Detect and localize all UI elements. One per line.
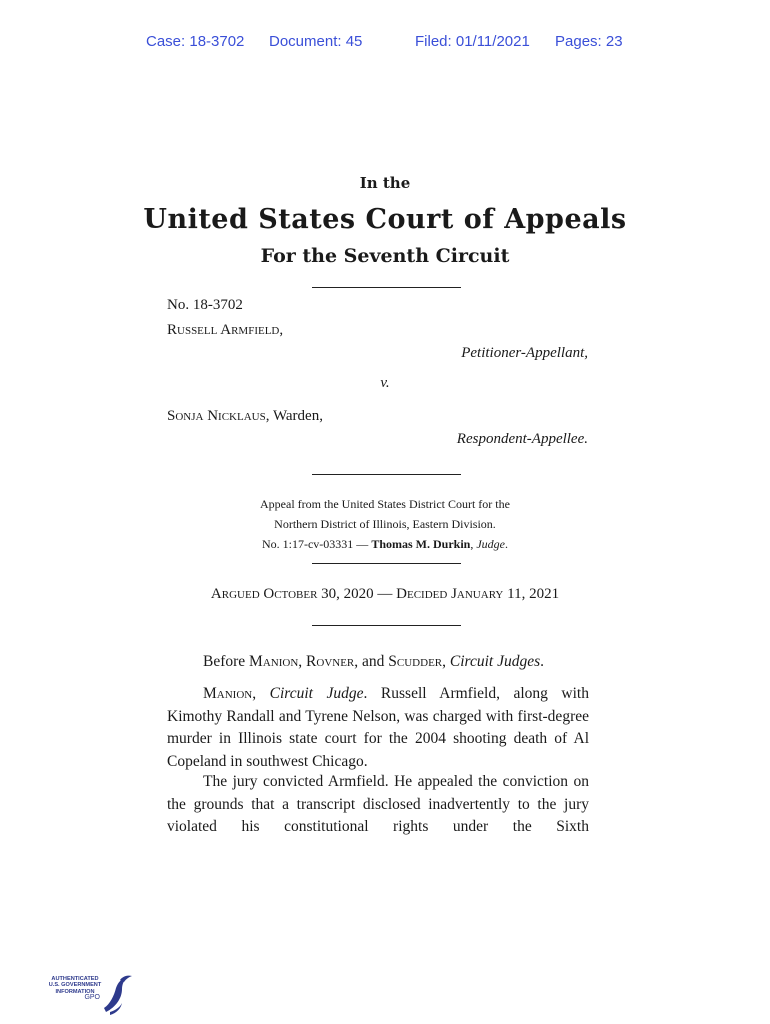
district-judge-title: Judge <box>476 537 505 551</box>
gpo-authentication-seal <box>44 974 134 1018</box>
filed-date: Filed: 01/11/2021 <box>415 33 530 50</box>
appellee-name: Sonja Nicklaus, <box>167 408 270 424</box>
appellant-name: Russell Armfield, <box>167 322 284 338</box>
opinion-text: . Russell Armfield, along with Kimothy Randall and Tyrene Nelson, was charged with first-degree murder in Illinois state court for the 2004 shooting death of Al Copeland in southwest Chicago. <box>167 685 589 770</box>
docket-number: No. 18-3702 <box>167 297 243 313</box>
document-number: Document: 45 <box>269 33 363 50</box>
circuit-name: For the Seventh Circuit <box>260 245 510 267</box>
case-number: Case: 18-3702 <box>146 33 245 50</box>
appellee-line <box>167 408 323 425</box>
in-the-heading: In the <box>359 174 411 192</box>
appeal-info <box>0 494 770 554</box>
seal-text: AUTHENTICATED U.S. GOVERNMENT INFORMATION GPO <box>48 976 102 1002</box>
opinion-text: The jury convicted Armfield. He appealed the conviction on the grounds that a transcript disclosed inadvertently to the jury violated his constitutional rights under the Sixth <box>167 773 589 835</box>
panel-line: Before Manion, Rovner, and Scudder, Circuit Judges. <box>203 653 545 670</box>
opinion-author: Manion <box>203 685 253 702</box>
divider <box>312 474 461 475</box>
appellant-role: Petitioner-Appellant, <box>461 345 588 361</box>
panel-judge: Rovner <box>306 653 355 670</box>
panel-judge: Scudder <box>388 653 443 670</box>
divider <box>312 287 461 288</box>
argued-label: Argued October <box>210 586 318 602</box>
argued-date: 30, 2020 — <box>317 586 397 602</box>
court-name: United States Court of Appeals <box>143 204 627 235</box>
divider <box>312 563 461 564</box>
opinion-paragraph-2 <box>167 771 589 839</box>
appeal-line-3: No. 1:17-cv-03331 — Thomas M. Durkin, Judge. <box>261 537 508 551</box>
filing-header <box>0 33 770 53</box>
district-judge-name: Thomas M. Durkin <box>371 537 471 551</box>
appeal-line-2: Northern District of Illinois, Eastern Division. <box>274 517 496 531</box>
panel-judge: Manion <box>249 653 299 670</box>
appellee-title: Warden, <box>269 408 323 424</box>
decided-label: Decided January <box>396 586 504 602</box>
page-count: Pages: 23 <box>555 33 623 50</box>
divider <box>312 625 461 626</box>
decided-date: 11, 2021 <box>503 586 560 602</box>
appeal-line-1: Appeal from the United States District Court for the <box>260 497 510 511</box>
versus: v. <box>380 375 390 391</box>
appellee-role: Respondent-Appellee. <box>456 431 588 447</box>
argued-decided-line <box>0 586 770 603</box>
opinion-author-title: Circuit Judge <box>269 685 364 702</box>
opinion-paragraph-1: Manion, Circuit Judge. Russell Armfield, along with Kimothy Randall and Tyrene Nelson, was charged with first-degree murder in Illinois state court for the 2004 shooting death of Al Copeland in southwest Chicago. <box>167 685 589 770</box>
